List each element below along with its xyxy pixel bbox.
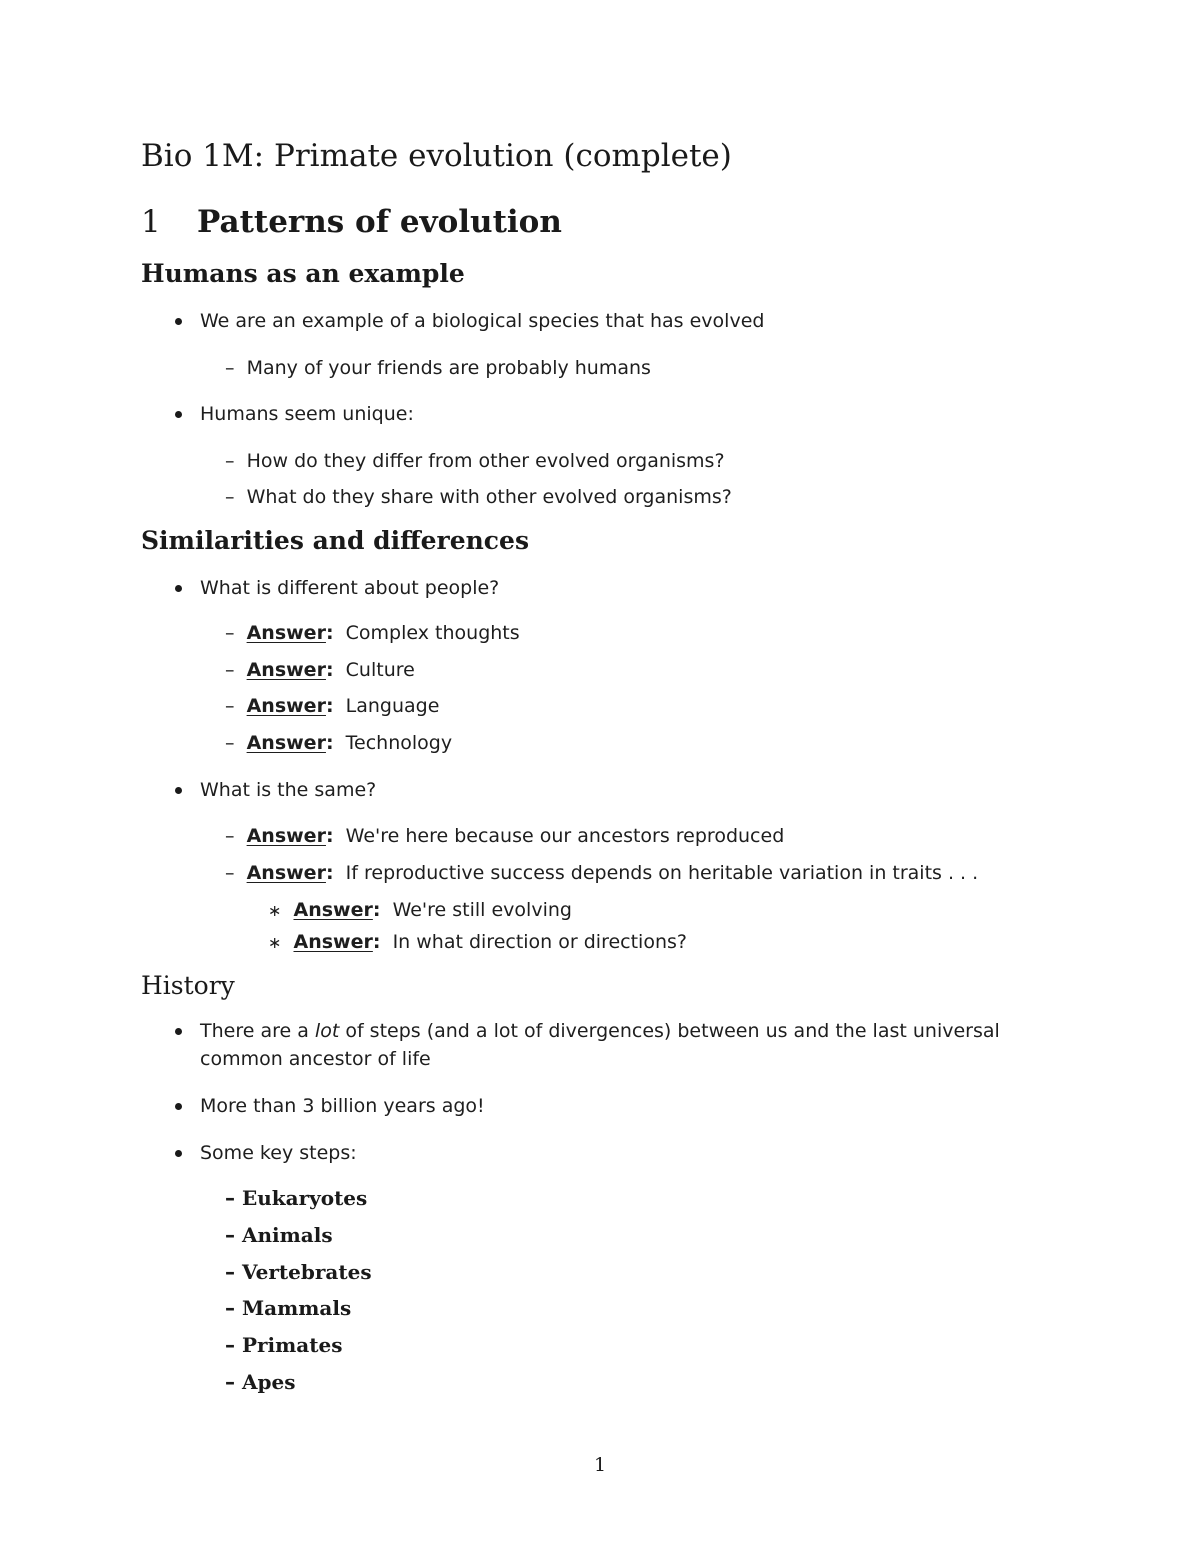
section-heading bbox=[141, 203, 562, 241]
dash-icon: – bbox=[225, 1223, 235, 1247]
list-item: We are an example of a biological species that has evolved bbox=[200, 310, 765, 332]
dash-icon: – bbox=[225, 659, 235, 681]
answer-label: Answer bbox=[246, 825, 326, 847]
nested-answer-item: ∗ Answer: We're still evolving bbox=[268, 899, 572, 921]
answer-label: Answer bbox=[246, 732, 326, 754]
dash-icon: – bbox=[225, 486, 235, 508]
bullet-icon bbox=[175, 318, 182, 325]
page-number: 1 bbox=[594, 1454, 607, 1476]
answer-label: Answer bbox=[246, 862, 326, 884]
dash-icon: – bbox=[225, 1296, 235, 1320]
sub-list-item: – Many of your friends are probably humans bbox=[225, 357, 651, 379]
asterisk-icon: ∗ bbox=[268, 901, 282, 920]
list-item: More than 3 billion years ago! bbox=[200, 1095, 485, 1117]
answer-item: – Answer: We're here because our ancestors reproduced bbox=[225, 825, 785, 847]
dash-icon: – bbox=[225, 825, 235, 847]
step-item: – Primates bbox=[225, 1333, 343, 1357]
step-item: – Vertebrates bbox=[225, 1260, 372, 1284]
answer-label: Answer bbox=[246, 695, 326, 717]
dash-icon: – bbox=[225, 1333, 235, 1357]
dash-icon: – bbox=[225, 862, 235, 884]
subsection-heading-similarities: Similarities and differences bbox=[141, 526, 530, 555]
document-title: Bio 1M: Primate evolution (complete) bbox=[141, 138, 732, 174]
bullet-icon bbox=[175, 1103, 182, 1110]
dash-icon: – bbox=[225, 695, 235, 717]
sub-list-item: – How do they differ from other evolved organisms? bbox=[225, 450, 725, 472]
dash-icon: – bbox=[225, 622, 235, 644]
answer-label: Answer bbox=[246, 659, 326, 681]
step-item: – Eukaryotes bbox=[225, 1186, 368, 1210]
list-item: There are a lot of steps (and a lot of divergences) between us and the last universal common ancestor of life bbox=[200, 1020, 1000, 1070]
dash-icon: – bbox=[225, 1186, 235, 1210]
bullet-icon bbox=[175, 1150, 182, 1157]
list-item: Some key steps: bbox=[200, 1142, 357, 1164]
step-item: – Apes bbox=[225, 1370, 296, 1394]
answer-item: – Answer: Culture bbox=[225, 659, 415, 681]
nested-answer-item: ∗ Answer: In what direction or directions? bbox=[268, 931, 687, 953]
subsection-heading-humans: Humans as an example bbox=[141, 259, 465, 288]
sub-list-item: – What do they share with other evolved organisms? bbox=[225, 486, 732, 508]
dash-icon: – bbox=[225, 1260, 235, 1284]
bullet-icon bbox=[175, 411, 182, 418]
answer-item: – Answer: Complex thoughts bbox=[225, 622, 520, 644]
dash-icon: – bbox=[225, 450, 235, 472]
answer-item: – Answer: Language bbox=[225, 695, 440, 717]
answer-label: Answer bbox=[246, 622, 326, 644]
answer-label: Answer bbox=[293, 931, 373, 953]
asterisk-icon: ∗ bbox=[268, 933, 282, 952]
answer-label: Answer bbox=[293, 899, 373, 921]
list-item: What is the same? bbox=[200, 779, 377, 801]
answer-item: – Answer: If reproductive success depends on heritable variation in traits . . . bbox=[225, 862, 979, 884]
dash-icon: – bbox=[225, 357, 235, 379]
dash-icon: – bbox=[225, 1370, 235, 1394]
step-item: – Animals bbox=[225, 1223, 333, 1247]
list-item: Humans seem unique: bbox=[200, 403, 414, 425]
section-title: Patterns of evolution bbox=[197, 204, 562, 240]
bullet-icon bbox=[175, 787, 182, 794]
subsection-heading-history: History bbox=[141, 971, 235, 1000]
answer-item: – Answer: Technology bbox=[225, 732, 453, 754]
list-item: What is different about people? bbox=[200, 577, 500, 599]
section-number: 1 bbox=[141, 204, 161, 240]
bullet-icon bbox=[175, 1028, 182, 1035]
step-item: – Mammals bbox=[225, 1296, 352, 1320]
dash-icon: – bbox=[225, 732, 235, 754]
bullet-icon bbox=[175, 585, 182, 592]
